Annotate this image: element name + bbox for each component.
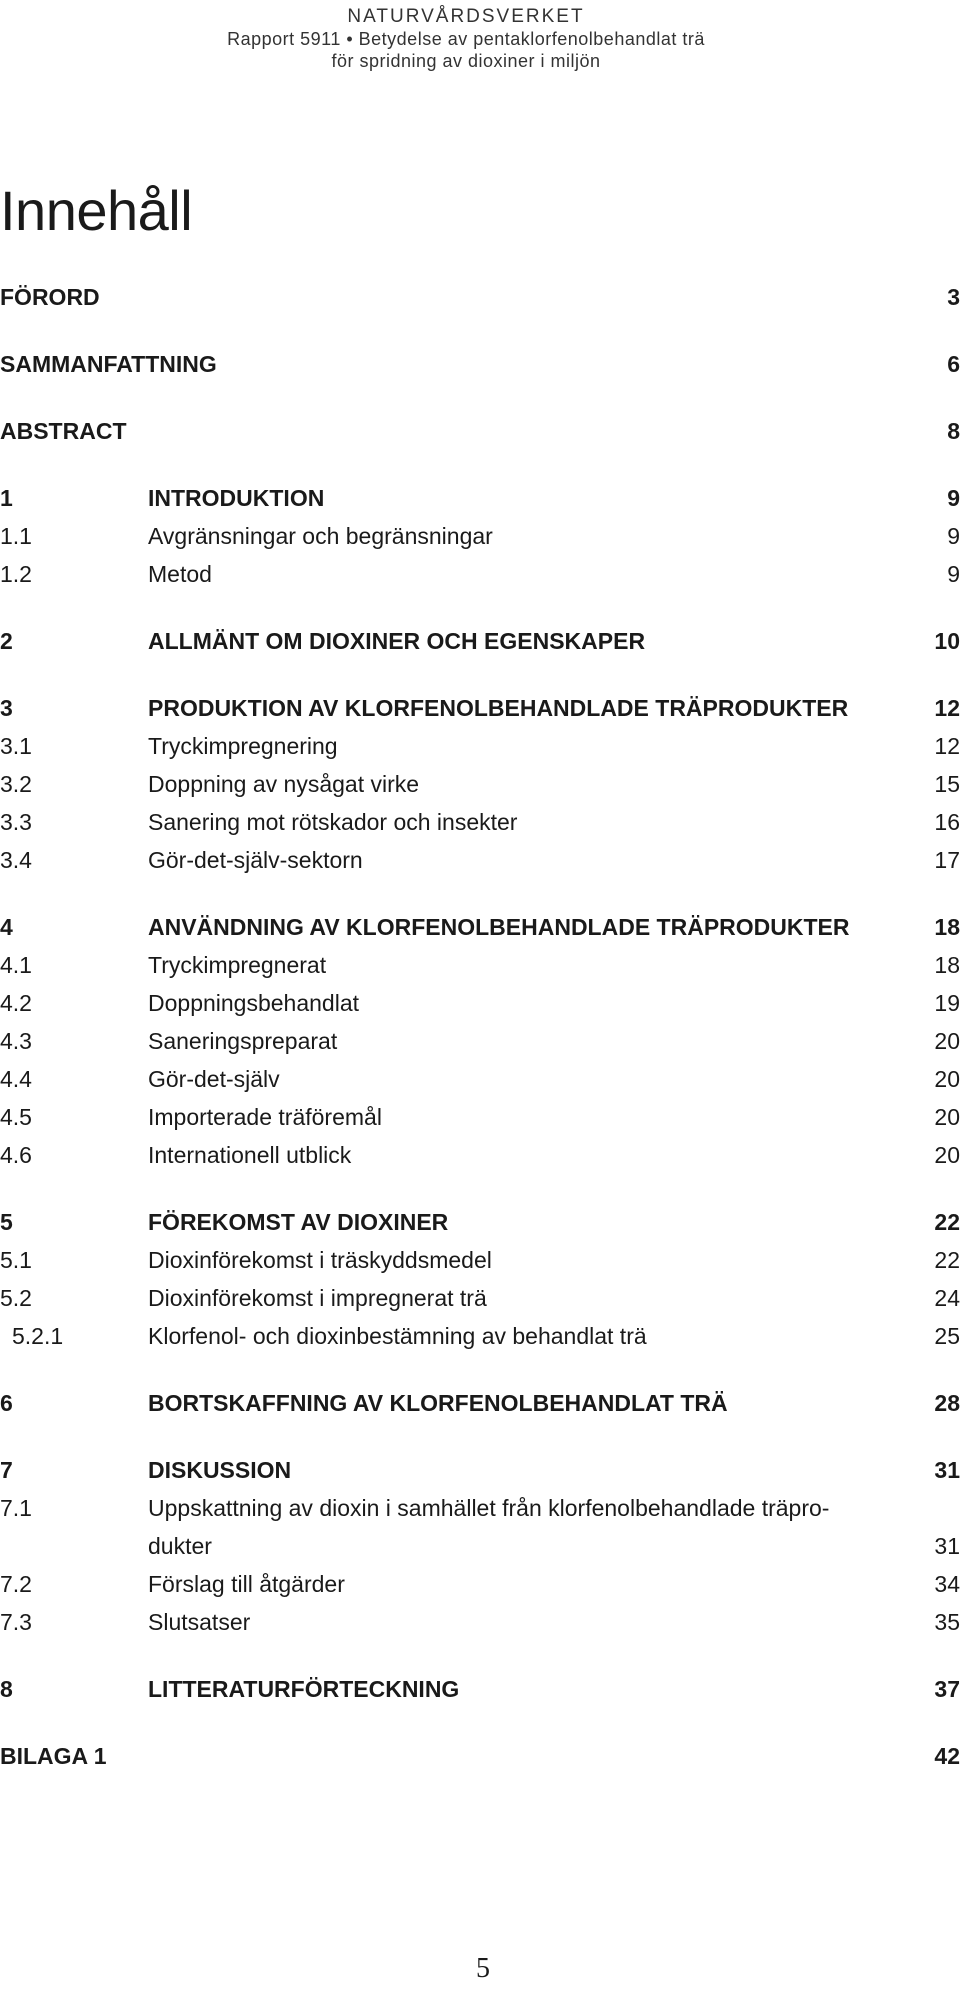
header-report-line: Rapport 5911 • Betydelse av pentaklorfenolbehandlat trä (227, 29, 705, 49)
toc-entry-number: 5 (0, 1209, 13, 1235)
toc-entry-page: 22 (934, 1209, 960, 1235)
toc-entry-label: Internationell utblick (148, 1142, 352, 1168)
toc-entry-number: 2 (0, 628, 13, 654)
toc-entry-page: 9 (947, 561, 960, 587)
toc-entry-page: 16 (934, 809, 960, 835)
toc-entry-number: 5.2.1 (12, 1323, 64, 1349)
toc-entry-page: 9 (947, 523, 960, 549)
toc-entry-4-6[interactable] (0, 1136, 960, 1174)
toc-entry-page: 28 (934, 1390, 960, 1416)
toc-entry-label: Avgränsningar och begränsningar (148, 523, 493, 549)
toc-entry-bilaga-1[interactable] (0, 1737, 960, 1775)
toc-entry-1[interactable] (0, 479, 960, 517)
toc-entry-7-1-continued[interactable] (0, 1527, 960, 1565)
toc-entry-page: 12 (934, 733, 960, 759)
toc-entry-2[interactable] (0, 622, 960, 660)
toc-entry-label: Förslag till åtgärder (148, 1571, 345, 1597)
toc-entry-number: 7.1 (0, 1495, 32, 1521)
toc-entry-4-2[interactable] (0, 984, 960, 1022)
toc-entry-label: Metod (148, 561, 212, 587)
toc-entry-3-3[interactable] (0, 803, 960, 841)
toc-entry-number: 4.6 (0, 1142, 32, 1168)
toc-entry-number: 4.5 (0, 1104, 32, 1130)
toc-entry-page: 15 (934, 771, 960, 797)
toc-entry-page: 31 (934, 1457, 960, 1483)
toc-entry-number: 1 (0, 485, 13, 511)
toc-entry-3-4[interactable] (0, 841, 960, 879)
toc-entry-4-1[interactable] (0, 946, 960, 984)
toc-entry-label: Saneringspreparat (148, 1028, 338, 1054)
toc-entry-3[interactable] (0, 689, 960, 727)
toc-entry-number: 4.1 (0, 952, 32, 978)
header-subtitle-line: för spridning av dioxiner i miljön (331, 51, 601, 71)
toc-entry-abstract[interactable] (0, 412, 960, 450)
toc-entry-page: 6 (947, 351, 960, 377)
toc-entry-page: 20 (934, 1028, 960, 1054)
toc-entry-7-1[interactable] (0, 1489, 960, 1527)
toc-entry-5-2[interactable] (0, 1279, 960, 1317)
toc-entry-page: 31 (934, 1533, 960, 1559)
toc-entry-label: FÖRORD (0, 284, 100, 310)
toc-entry-label: LITTERATURFÖRTECKNING (148, 1676, 460, 1702)
toc-entry-page: 8 (947, 418, 960, 444)
toc-entry-number: 3.3 (0, 809, 32, 835)
toc-entry-page: 18 (934, 914, 960, 940)
toc-entry-page: 37 (934, 1676, 960, 1702)
toc-entry-page: 25 (934, 1323, 960, 1349)
toc-entry-number: 5.1 (0, 1247, 32, 1273)
toc-entry-page: 9 (947, 485, 960, 511)
toc-entry-label: PRODUKTION AV KLORFENOLBEHANDLADE TRÄPRODUKTER (148, 695, 849, 721)
toc-entry-number: 3.4 (0, 847, 32, 873)
toc-entry-number: 3 (0, 695, 13, 721)
toc-entry-page: 10 (934, 628, 960, 654)
toc-entry-label: FÖREKOMST AV DIOXINER (148, 1209, 449, 1235)
toc-entry-label: dukter (148, 1533, 212, 1559)
toc-entry-7-2[interactable] (0, 1565, 960, 1603)
toc-entry-forord[interactable] (0, 278, 960, 316)
toc-entry-page: 34 (934, 1571, 960, 1597)
toc-entry-number: 4.3 (0, 1028, 32, 1054)
toc-entry-label: Sanering mot rötskador och insekter (148, 809, 518, 835)
toc-entry-page: 35 (934, 1609, 960, 1635)
toc-entry-6[interactable] (0, 1384, 960, 1422)
toc-entry-1-1[interactable] (0, 517, 960, 555)
toc-entry-page: 17 (934, 847, 960, 873)
toc-entry-7[interactable] (0, 1451, 960, 1489)
toc-entry-5-1[interactable] (0, 1241, 960, 1279)
toc-entry-3-2[interactable] (0, 765, 960, 803)
toc-entry-number: 6 (0, 1390, 13, 1416)
toc-entry-8[interactable] (0, 1670, 960, 1708)
toc-entry-label: BILAGA 1 (0, 1743, 107, 1769)
toc-entry-label: ANVÄNDNING AV KLORFENOLBEHANDLADE TRÄPRODUKTER (148, 914, 850, 940)
toc-entry-page: 18 (934, 952, 960, 978)
toc-entry-sammanfattning[interactable] (0, 345, 960, 383)
toc-entry-label: Doppningsbehandlat (148, 990, 360, 1016)
toc-entry-page: 20 (934, 1142, 960, 1168)
toc-entry-number: 7 (0, 1457, 13, 1483)
toc-entry-number: 7.2 (0, 1571, 32, 1597)
toc-entry-label: Tryckimpregnerat (148, 952, 327, 978)
toc-entry-label: Slutsatser (148, 1609, 251, 1635)
toc-entry-label: Doppning av nysågat virke (148, 771, 420, 797)
toc-entry-number: 4.4 (0, 1066, 32, 1092)
toc-entry-page: 42 (934, 1743, 960, 1769)
toc-entry-number: 8 (0, 1676, 13, 1702)
toc-entry-page: 20 (934, 1104, 960, 1130)
toc-entry-label: Klorfenol- och dioxinbestämning av behandlat trä (148, 1323, 647, 1349)
toc-entry-label: Dioxinförekomst i träskyddsmedel (148, 1247, 492, 1273)
toc-entry-label: ABSTRACT (0, 418, 127, 444)
page-title: Innehåll (0, 179, 193, 242)
toc-entry-label: Dioxinförekomst i impregnerat trä (148, 1285, 487, 1311)
toc-entry-number: 4 (0, 914, 13, 940)
page-number: 5 (476, 1953, 490, 1984)
toc-entry-page: 12 (934, 695, 960, 721)
toc-entry-label: Uppskattning av dioxin i samhället från klorfenolbehandlade träpro- (148, 1495, 830, 1521)
toc-entry-number: 1.1 (0, 523, 32, 549)
toc-entry-number: 3.2 (0, 771, 32, 797)
toc-entry-5-2-1[interactable] (0, 1317, 960, 1355)
toc-entry-7-3[interactable] (0, 1603, 960, 1641)
toc-entry-4-5[interactable] (0, 1098, 960, 1136)
header-organization: NATURVÅRDSVERKET (347, 6, 585, 27)
toc-entry-label: Gör-det-själv-sektorn (148, 847, 363, 873)
toc-entry-4-3[interactable] (0, 1022, 960, 1060)
toc-entry-number: 4.2 (0, 990, 32, 1016)
toc-entry-number: 5.2 (0, 1285, 32, 1311)
running-header (0, 6, 932, 72)
toc-entry-label: DISKUSSION (148, 1457, 292, 1483)
toc-entry-label: Gör-det-själv (148, 1066, 280, 1092)
toc-entry-number: 7.3 (0, 1609, 32, 1635)
toc-entry-4[interactable] (0, 908, 960, 946)
toc-entry-label: Tryckimpregnering (148, 733, 338, 759)
toc-entry-label: BORTSKAFFNING AV KLORFENOLBEHANDLAT TRÄ (148, 1390, 728, 1416)
toc-entry-label: INTRODUKTION (148, 485, 325, 511)
toc-entry-3-1[interactable] (0, 727, 960, 765)
toc-entry-label: ALLMÄNT OM DIOXINER OCH EGENSKAPER (148, 628, 646, 654)
toc-entry-label: SAMMANFATTNING (0, 351, 217, 377)
toc-entry-1-2[interactable] (0, 555, 960, 593)
toc-entry-4-4[interactable] (0, 1060, 960, 1098)
toc-entry-label: Importerade träföremål (148, 1104, 382, 1130)
toc-entry-page: 20 (934, 1066, 960, 1092)
toc-entry-page: 22 (934, 1247, 960, 1273)
toc-entry-page: 24 (934, 1285, 960, 1311)
table-of-contents (0, 278, 960, 1775)
toc-entry-number: 1.2 (0, 561, 32, 587)
toc-entry-number: 3.1 (0, 733, 32, 759)
toc-entry-page: 19 (934, 990, 960, 1016)
toc-entry-5[interactable] (0, 1203, 960, 1241)
toc-entry-page: 3 (947, 284, 960, 310)
